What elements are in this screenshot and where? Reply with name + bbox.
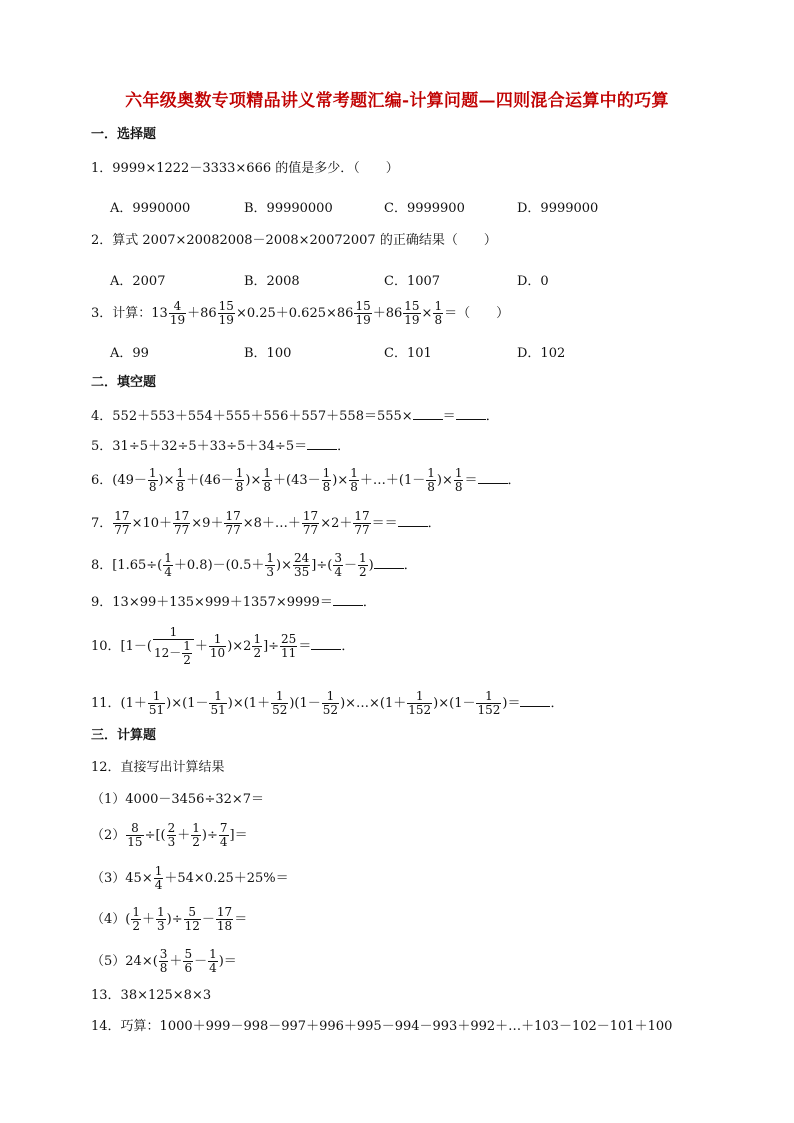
denominator: 3 bbox=[167, 835, 176, 849]
numerator: 2 bbox=[167, 821, 176, 835]
denominator: 2 bbox=[132, 919, 140, 933]
fraction bbox=[148, 690, 165, 717]
q6-text: )× bbox=[158, 473, 175, 488]
fraction bbox=[209, 690, 226, 717]
question-12-head: 12．直接写出计算结果 bbox=[91, 760, 225, 775]
denominator: 51 bbox=[210, 703, 226, 717]
denominator: 35 bbox=[294, 565, 310, 579]
q6-text: )× bbox=[245, 473, 262, 488]
q3-text: × bbox=[421, 306, 433, 321]
document-title: 六年级奥数专项精品讲义常考题汇编-计算问题—四则混合运算中的巧算 bbox=[125, 91, 669, 111]
numerator: 1 bbox=[154, 864, 163, 878]
denominator: 8 bbox=[427, 480, 435, 494]
numerator: 17 bbox=[216, 905, 233, 919]
numerator: 17 bbox=[225, 509, 241, 523]
q11-text: )×(1－ bbox=[433, 696, 476, 711]
q7-text: ×9＋ bbox=[191, 516, 224, 531]
q11-text: ． bbox=[550, 696, 564, 711]
question-3-options bbox=[0, 342, 794, 362]
option-a: A．99 bbox=[110, 346, 149, 361]
denominator: 6 bbox=[184, 961, 193, 975]
fraction bbox=[113, 510, 130, 537]
fraction bbox=[407, 690, 432, 717]
fraction bbox=[322, 690, 339, 717]
denominator: 77 bbox=[114, 523, 130, 537]
fraction bbox=[349, 467, 359, 494]
fraction bbox=[131, 906, 141, 933]
numerator: 15 bbox=[355, 299, 371, 313]
fraction bbox=[218, 300, 235, 327]
fraction bbox=[354, 300, 371, 327]
fraction bbox=[262, 467, 272, 494]
denominator: 4 bbox=[164, 565, 172, 579]
fraction bbox=[454, 467, 464, 494]
fraction bbox=[148, 467, 158, 494]
q3-text: ×0.25＋0.625×86 bbox=[235, 306, 354, 321]
section-heading-calc: 三．计算题 bbox=[91, 728, 157, 743]
fraction bbox=[209, 633, 226, 660]
item-text: － bbox=[201, 912, 215, 927]
denominator: 152 bbox=[477, 703, 501, 717]
numerator: 17 bbox=[354, 509, 370, 523]
item-text: ＝ bbox=[234, 912, 248, 927]
numerator: 1 bbox=[454, 466, 463, 480]
item-text: ＋54×0.25＋25%＝ bbox=[164, 871, 289, 886]
item-text: ＋ bbox=[169, 954, 183, 969]
q3-text: 13 bbox=[151, 306, 168, 321]
question-3 bbox=[91, 300, 509, 327]
item-text: )＝ bbox=[218, 954, 237, 969]
denominator: 12 bbox=[184, 919, 200, 933]
item-text: )÷ bbox=[201, 828, 218, 843]
q11-text: )×…×(1＋ bbox=[340, 696, 407, 711]
answer-blank[interactable] bbox=[456, 407, 486, 420]
numerator: 24 bbox=[294, 551, 310, 565]
fraction bbox=[208, 948, 218, 975]
q10-text: ． bbox=[341, 639, 355, 654]
denominator: 8 bbox=[148, 480, 157, 494]
numerator: 1 bbox=[209, 690, 226, 704]
denominator: 77 bbox=[225, 523, 241, 537]
denominator: 11 bbox=[281, 646, 297, 660]
option-b: B．100 bbox=[244, 346, 292, 361]
question-11 bbox=[91, 690, 563, 717]
option-d: D．0 bbox=[517, 274, 549, 289]
q8-text: ． bbox=[403, 558, 417, 573]
numerator: 1 bbox=[209, 947, 217, 961]
numerator: 15 bbox=[218, 299, 234, 313]
denominator: 4 bbox=[334, 565, 342, 579]
answer-blank[interactable] bbox=[374, 556, 404, 569]
question-9 bbox=[91, 593, 376, 612]
denominator: 77 bbox=[354, 523, 370, 537]
q6-text: )× bbox=[436, 473, 453, 488]
option-c: C．9999900 bbox=[384, 201, 465, 216]
numerator: 1 bbox=[434, 299, 443, 313]
q10-text: ]÷ bbox=[263, 639, 280, 654]
numerator: 1 bbox=[148, 690, 165, 704]
q5-text: 5．31÷5＋32÷5＋33÷5＋34÷5＝ bbox=[91, 439, 308, 454]
q8-text: 8．[1.65÷( bbox=[91, 558, 163, 573]
fraction bbox=[302, 510, 319, 537]
fraction bbox=[183, 948, 193, 975]
option-c: C．1007 bbox=[384, 274, 441, 289]
q6-text: ＝ bbox=[464, 473, 478, 488]
q5-text: ． bbox=[337, 439, 351, 454]
q11-text: )×(1－ bbox=[166, 696, 209, 711]
numerator: 1 bbox=[322, 690, 339, 704]
numerator: 1 bbox=[157, 905, 165, 919]
q10-text: ＋ bbox=[194, 639, 208, 654]
numerator: 17 bbox=[174, 509, 190, 523]
item-text: ＋ bbox=[177, 828, 191, 843]
denominator: 15 bbox=[127, 835, 143, 849]
numerator: 1 bbox=[253, 632, 262, 646]
q6-text: ＋(43－ bbox=[273, 473, 321, 488]
fraction bbox=[184, 906, 201, 933]
answer-blank[interactable] bbox=[333, 593, 363, 606]
question-12-item-2 bbox=[91, 822, 248, 849]
numerator: 5 bbox=[184, 906, 201, 920]
section-heading-fill: 二．填空题 bbox=[91, 375, 157, 390]
numerator: 17 bbox=[114, 509, 130, 523]
q8-text: )× bbox=[276, 558, 293, 573]
denominator: 3 bbox=[157, 919, 165, 933]
fraction bbox=[176, 467, 186, 494]
q7-text: 7． bbox=[91, 516, 113, 531]
q10-text: ＝ bbox=[298, 639, 312, 654]
fraction bbox=[271, 690, 288, 717]
numerator: 1 bbox=[266, 551, 275, 565]
q9-text: ． bbox=[362, 595, 376, 610]
option-b: B．2008 bbox=[244, 274, 300, 289]
answer-blank[interactable] bbox=[307, 437, 337, 450]
q8-text: ]÷( bbox=[311, 558, 333, 573]
q11-text: )＝ bbox=[502, 696, 521, 711]
denominator: 8 bbox=[454, 480, 463, 494]
answer-blank[interactable] bbox=[478, 471, 508, 484]
denominator: 77 bbox=[174, 523, 190, 537]
question-2-options bbox=[0, 270, 794, 290]
section-heading-choice: 一．选择题 bbox=[91, 127, 157, 142]
item-text: )÷ bbox=[166, 912, 183, 927]
numerator: 1 bbox=[476, 690, 501, 704]
numerator: 1 bbox=[427, 466, 435, 480]
fraction bbox=[182, 640, 192, 667]
fraction bbox=[159, 948, 169, 975]
q7-text: ×2＋ bbox=[320, 516, 353, 531]
option-c: C．101 bbox=[384, 346, 432, 361]
denominator: 3 bbox=[266, 565, 275, 579]
fraction bbox=[433, 300, 443, 327]
denominator bbox=[153, 640, 194, 667]
denominator: 52 bbox=[272, 703, 288, 717]
item-text: ＋ bbox=[141, 912, 155, 927]
question-12-item-1: （1）4000－3456÷32×7＝ bbox=[91, 792, 265, 807]
fraction bbox=[353, 510, 370, 537]
numerator: 1 bbox=[183, 639, 191, 653]
item-text: ]＝ bbox=[229, 828, 248, 843]
q3-prefix: 3．计算： bbox=[91, 306, 152, 321]
numerator: 7 bbox=[219, 821, 228, 835]
q8-text: ) bbox=[368, 558, 374, 573]
fraction bbox=[191, 822, 201, 849]
denominator: 2 bbox=[183, 653, 191, 667]
fraction bbox=[426, 467, 436, 494]
denominator: 19 bbox=[169, 313, 186, 327]
answer-blank[interactable] bbox=[311, 637, 341, 650]
denominator: 19 bbox=[218, 313, 234, 327]
fraction bbox=[476, 690, 501, 717]
question-7 bbox=[91, 510, 441, 537]
denominator: 2 bbox=[192, 835, 200, 849]
question-1-options bbox=[0, 197, 794, 217]
q3-text: ＋86 bbox=[187, 306, 217, 321]
answer-blank[interactable] bbox=[398, 514, 428, 527]
fraction bbox=[293, 552, 310, 579]
fraction bbox=[219, 822, 229, 849]
q3-text: ＝（ ） bbox=[444, 306, 510, 321]
question-13: 13．38×125×8×3 bbox=[91, 988, 212, 1003]
denominator: 18 bbox=[216, 919, 233, 933]
numerator: 25 bbox=[281, 632, 297, 646]
q7-text: ×8＋…＋ bbox=[242, 516, 301, 531]
complex-fraction bbox=[153, 626, 194, 667]
answer-blank[interactable] bbox=[413, 407, 443, 420]
numerator: 1 bbox=[192, 821, 200, 835]
numerator: 1 bbox=[148, 466, 157, 480]
q11-text: )(1－ bbox=[289, 696, 321, 711]
numerator: 5 bbox=[184, 947, 193, 961]
numerator: 1 bbox=[132, 905, 140, 919]
denominator: 10 bbox=[209, 646, 226, 660]
question-1: 1．9999×1222－3333×666 的值是多少．（ ） bbox=[91, 161, 399, 176]
fraction bbox=[403, 300, 420, 327]
denominator: 4 bbox=[209, 961, 217, 975]
numerator: 1 bbox=[164, 551, 172, 565]
q10-text: )×2 bbox=[227, 639, 252, 654]
fraction bbox=[265, 552, 275, 579]
denominator: 8 bbox=[263, 480, 272, 494]
q6-text: 6．(49－ bbox=[91, 473, 147, 488]
fraction bbox=[322, 467, 332, 494]
fraction bbox=[154, 865, 164, 892]
denominator: 19 bbox=[355, 313, 371, 327]
option-a: A．9990000 bbox=[110, 201, 191, 216]
option-b: B．99990000 bbox=[244, 201, 333, 216]
q6-text: ＋(46－ bbox=[186, 473, 234, 488]
numerator: 1 bbox=[322, 466, 331, 480]
answer-blank[interactable] bbox=[520, 694, 550, 707]
denominator: 2 bbox=[359, 565, 367, 579]
option-d: D．102 bbox=[517, 346, 566, 361]
fraction bbox=[280, 633, 297, 660]
fraction bbox=[173, 510, 190, 537]
numerator: 1 bbox=[176, 466, 185, 480]
item-text: （3）45× bbox=[91, 871, 153, 886]
question-12-item-3 bbox=[91, 865, 289, 892]
numerator: 1 bbox=[153, 626, 194, 640]
fraction bbox=[126, 822, 143, 849]
q11-text: )×(1＋ bbox=[227, 696, 271, 711]
item-text: （5）24×( bbox=[91, 954, 158, 969]
denominator: 19 bbox=[404, 313, 420, 327]
q9-text: 9．13×99＋135×999＋1357×9999＝ bbox=[91, 595, 333, 610]
item-text: ÷[( bbox=[144, 828, 166, 843]
item-text: （4）( bbox=[91, 912, 131, 927]
numerator: 1 bbox=[350, 466, 358, 480]
fraction bbox=[163, 552, 173, 579]
q6-text: ＋…＋(1－ bbox=[359, 473, 426, 488]
question-14: 14．巧算：1000＋999－998－997＋996＋995－994－993＋992＋…＋103－102－101＋100 bbox=[91, 1019, 673, 1034]
numerator: 1 bbox=[209, 633, 226, 647]
numerator: 4 bbox=[169, 300, 186, 314]
denominator: 8 bbox=[176, 480, 185, 494]
denominator: 152 bbox=[408, 703, 432, 717]
q7-text: ×10＋ bbox=[131, 516, 172, 531]
q6-text: )× bbox=[332, 473, 349, 488]
question-12-item-5 bbox=[91, 948, 237, 975]
fraction bbox=[167, 822, 177, 849]
denominator: 8 bbox=[159, 961, 168, 975]
denominator: 8 bbox=[434, 313, 443, 327]
fraction bbox=[224, 510, 241, 537]
q7-text: ＝＝ bbox=[371, 516, 398, 531]
fraction bbox=[358, 552, 368, 579]
denominator: 8 bbox=[235, 480, 244, 494]
question-5 bbox=[91, 437, 350, 456]
question-10 bbox=[91, 626, 354, 667]
q3-text: ＋86 bbox=[372, 306, 403, 321]
q6-text: ． bbox=[507, 473, 521, 488]
numerator: 17 bbox=[302, 509, 319, 523]
question-4 bbox=[91, 407, 499, 426]
question-8 bbox=[91, 552, 417, 579]
denominator-text: 12－ bbox=[153, 646, 182, 660]
q8-text: ＋0.8)－(0.5＋ bbox=[173, 558, 265, 573]
option-a: A．2007 bbox=[110, 274, 166, 289]
denominator: 8 bbox=[322, 480, 331, 494]
denominator: 52 bbox=[322, 703, 339, 717]
q4-text: ． bbox=[485, 409, 499, 424]
item-text: （2） bbox=[91, 828, 126, 843]
q10-text: 10．[1－( bbox=[91, 639, 152, 654]
numerator: 1 bbox=[263, 466, 272, 480]
denominator: 8 bbox=[350, 480, 358, 494]
denominator: 4 bbox=[219, 835, 228, 849]
fraction bbox=[169, 300, 186, 327]
numerator: 1 bbox=[271, 690, 288, 704]
numerator: 8 bbox=[126, 822, 143, 836]
question-6 bbox=[91, 467, 521, 494]
option-d: D．9999000 bbox=[517, 201, 599, 216]
denominator: 2 bbox=[253, 646, 262, 660]
numerator: 3 bbox=[334, 551, 342, 565]
numerator: 3 bbox=[159, 947, 168, 961]
question-2: 2．算式 2007×20082008－2008×20072007 的正确结果（ ） bbox=[91, 233, 497, 248]
q7-text: ． bbox=[427, 516, 441, 531]
numerator: 1 bbox=[235, 466, 244, 480]
numerator: 1 bbox=[359, 551, 367, 565]
fraction bbox=[156, 906, 166, 933]
fraction bbox=[252, 633, 262, 660]
numerator: 15 bbox=[404, 299, 420, 313]
question-12-item-4 bbox=[91, 906, 247, 933]
denominator: 51 bbox=[148, 703, 165, 717]
q4-text: ＝ bbox=[442, 409, 456, 424]
denominator: 77 bbox=[302, 523, 319, 537]
q11-text: 11．(1＋ bbox=[91, 696, 147, 711]
fraction bbox=[216, 906, 233, 933]
fraction bbox=[235, 467, 245, 494]
numerator: 1 bbox=[407, 690, 432, 704]
q8-text: － bbox=[343, 558, 357, 573]
item-text: － bbox=[194, 954, 208, 969]
q4-text: 4．552＋553＋554＋555＋556＋557＋558＝555× bbox=[91, 409, 413, 424]
denominator: 4 bbox=[154, 878, 163, 892]
fraction bbox=[333, 552, 343, 579]
